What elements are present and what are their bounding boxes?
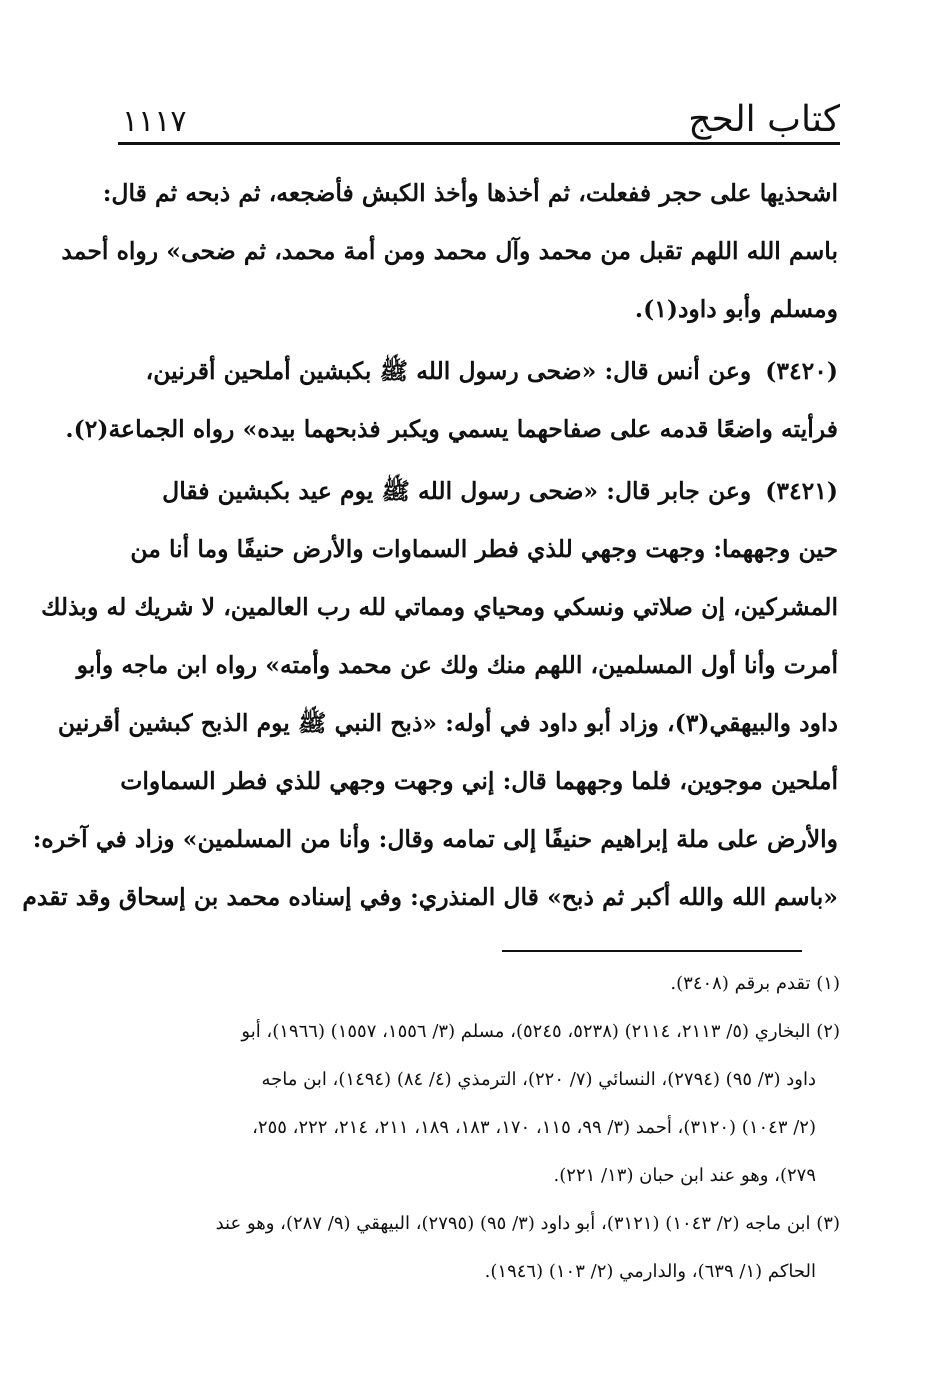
hadith-3420	[65, 342, 838, 458]
footnote-2-cont: ٢٧٩)، وهو عند ابن حبان (١٣/ ٢٢١).	[553, 1165, 816, 1186]
footnote-2: (٢) البخاري (٥/ ٢١١٣، ٢١١٤) (٥٢٣٨، ٥٢٤٥)، مسلم (٣/ ١٥٥٦، ١٥٥٧) (١٩٦٦)، أبو	[241, 1021, 840, 1042]
footnote-3-cont: الحاكم (١/ ٦٣٩)، والدارمي (٢/ ١٠٣) (١٩٤٦).	[484, 1261, 816, 1282]
text-segment: وعن جابر قال: «ضحى رسول الله ﷺ يوم عيد بكبشين فقال	[162, 477, 752, 505]
text-line: «باسم الله والله أكبر ثم ذبح» قال المنذري: وفي إسناده محمد بن إسحاق وقد تقدم	[22, 883, 838, 911]
text-line: المشركين، إن صلاتي ونسكي ومحياي ومماتي لله رب العالمين، لا شريك له وبذلك	[41, 593, 838, 621]
text-line: أمرت وأنا أول المسلمين، اللهم منك ولك عن محمد وأمته» رواه ابن ماجه وأبو	[76, 651, 838, 679]
footnotes	[118, 960, 840, 1296]
footnote-1: (١) تقدم برقم (٣٤٠٨).	[670, 973, 840, 994]
text-line	[118, 462, 838, 520]
text-line: اشحذيها على حجر ففعلت، ثم أخذها وأخذ الكبش فأضجعه، ثم ذبحه ثم قال:	[102, 179, 838, 207]
paragraph-continuation	[61, 164, 838, 338]
text-line: أملحين موجوين، فلما وجههما قال: إني وجهت وجهي للذي فطر السماوات	[120, 767, 838, 795]
text-line: والأرض على ملة إبراهيم حنيفًا إلى تمامه وقال: وأنا من المسلمين» وزاد في آخره:	[32, 825, 838, 853]
hadith-number: (٣٤٢١)	[765, 477, 838, 505]
footnote-divider	[502, 950, 802, 952]
page-number: ١١١٧	[122, 104, 187, 139]
text-line: باسم الله اللهم تقبل من محمد وآل محمد ومن أمة محمد، ثم ضحى» رواه أحمد	[61, 237, 838, 265]
text-segment: وعن أنس قال: «ضحى رسول الله ﷺ بكبشين أملحين أقرنين،	[145, 357, 752, 385]
footnote-3: (٣) ابن ماجه (٢/ ١٠٤٣) (٣١٢١)، أبو داود (٣/ ٩٥) (٢٧٩٥)، البيهقي (٩/ ٢٨٧)، وهو عند	[215, 1213, 840, 1234]
footnote-2-cont: (٢/ ١٠٤٣) (٣١٢٠)، أحمد (٣/ ٩٩، ١١٥، ١٧٠، ١٨٣، ١٨٩، ٢١١، ٢١٤، ٢٢٢، ٢٥٥،	[252, 1117, 816, 1138]
hadith-3421	[22, 462, 838, 926]
page-header	[118, 92, 840, 144]
book-title: كتاب الحج	[688, 99, 840, 140]
text-line: فرأيته واضعًا قدمه على صفاحهما يسمي ويكبر فذبحهما بيده» رواه الجماعة(٢).	[65, 415, 838, 443]
hadith-number: (٣٤٢٠)	[765, 357, 838, 385]
footnote-2-cont: داود (٣/ ٩٥) (٢٧٩٤)، النسائي (٧/ ٢٢٠)، الترمذي (٤/ ٨٤) (١٤٩٤)، ابن ماجه	[261, 1069, 816, 1090]
text-line: حين وجههما: وجهت وجهي للذي فطر السماوات والأرض حنيفًا وما أنا من	[130, 535, 838, 563]
text-line	[118, 342, 838, 400]
header-rule	[118, 142, 840, 145]
text-line: ومسلم وأبو داود(١).	[634, 295, 838, 323]
text-line: داود والبيهقي(٣)، وزاد أبو داود في أوله: «ذبح النبي ﷺ يوم الذبح كبشين أقرنين	[57, 709, 838, 737]
